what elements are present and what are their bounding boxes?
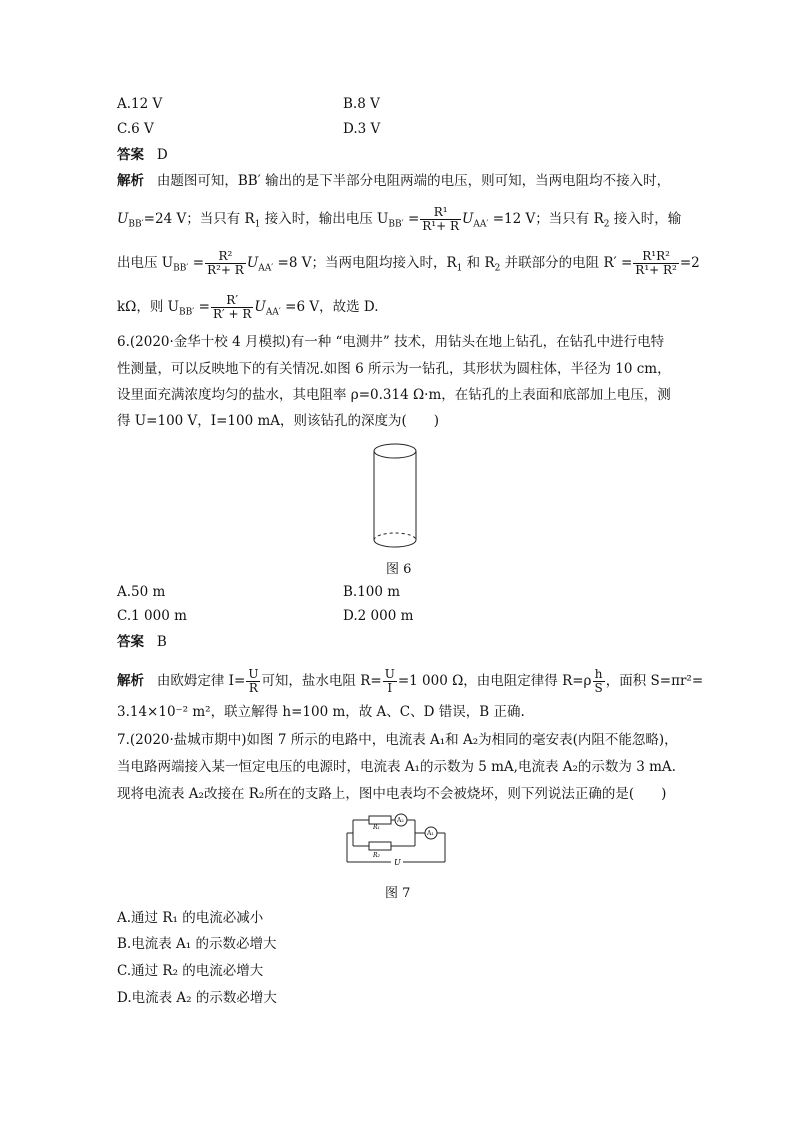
cylinder-top [374, 444, 416, 458]
q7-option-b: B.电流表 A₁ 的示数必增大 [117, 936, 277, 952]
numerator: U [248, 667, 259, 681]
resistor-r2 [369, 842, 391, 850]
sub: AA′ [258, 263, 274, 274]
q6-stem-2: 性测量，可以反映地下的有关情况.如图 6 所示为一钻孔，其形状为圆柱体，半径为 10 cm， [117, 361, 671, 377]
sub: AA′ [473, 219, 489, 230]
text: = [188, 255, 205, 271]
denominator: R¹+ R² [635, 263, 677, 277]
text: ，面积 S=πr²= [605, 673, 704, 689]
q5-answer [117, 145, 168, 165]
text: 可知，盐水电阻 R= [261, 673, 382, 689]
label-a2: A₂ [397, 817, 404, 824]
cylinder-figure [360, 440, 430, 552]
numerator: R² [205, 250, 246, 264]
text: =12 V；当只有 R [488, 211, 604, 227]
text: 接入时，输出电压 U [260, 211, 389, 227]
q6-stem-4: 得 U=100 V，I=100 mA，则该钻孔的深度为( ) [117, 413, 440, 429]
q6-option-a: A.50 m [117, 584, 166, 600]
q7-stem-1: 7.(2020·盐城市期中)如图 7 所示的电路中，电流表 A₁和 A₂为相同的毫安表(内阻不能忽略)， [117, 732, 678, 748]
numerator: h [593, 668, 605, 682]
q5-option-a: A.12 V [117, 96, 163, 112]
denominator: R′ + R [212, 307, 252, 321]
sub: BB′ [179, 307, 195, 318]
analysis-label: 解析 [117, 173, 144, 189]
text: 出电压 U [117, 255, 174, 271]
sub: BB′ [173, 263, 189, 274]
denominator: R [248, 681, 258, 695]
q5-option-c: C.6 V [117, 121, 154, 137]
fraction [246, 668, 260, 695]
label-r1: R₁ [373, 824, 380, 831]
answer-value: D [156, 147, 168, 163]
q6-analysis-line-1 [117, 668, 703, 695]
text: =8 V；当两电阻均接入时，R [273, 255, 457, 271]
q6-stem-3: 设里面充满浓度均匀的盐水，其电阻率 ρ=0.314 Ω·m，在钻孔的上表面和底部加上电压，测 [117, 387, 671, 403]
denominator: R¹+ R [422, 219, 460, 233]
q7-stem-3: 现将电流表 A₂改接在 R₂所在的支路上，图中电表均不会被烧坏，则下列说法正确的是( ) [117, 786, 667, 802]
text: 接入时，输 [609, 211, 682, 227]
label-a1: A₁ [427, 830, 434, 837]
text: 由欧姆定律 I= [156, 673, 246, 689]
label-r2: R₂ [373, 852, 380, 859]
sub: 2 [494, 263, 501, 274]
denominator: R²+ R [207, 263, 244, 277]
answer-label: 答案 [117, 147, 144, 163]
label-u: U [394, 858, 401, 867]
q5-option-b: B.8 V [343, 96, 380, 112]
text: =6 V，故选 D. [280, 299, 379, 315]
sub: 2 [603, 219, 610, 230]
numerator: R¹ [420, 206, 461, 220]
q7-option-d: D.电流表 A₂ 的示数必增大 [117, 990, 277, 1006]
q5-analysis-line-1 [117, 171, 670, 191]
circuit-figure [343, 810, 453, 872]
var-u: U [117, 211, 129, 227]
q5-analysis-line-2 [117, 206, 681, 235]
text: =24 V；当只有 R [143, 211, 255, 227]
resistor-r1 [369, 816, 391, 824]
analysis-text: 由题图可知，BB′ 输出的是下半部分电阻两端的电压，则可知，当两电阻均不接入时， [156, 173, 671, 189]
text: =2 [679, 255, 700, 271]
text: = [194, 299, 210, 315]
fraction [211, 294, 253, 321]
denominator: S [594, 681, 603, 695]
sub: AA′ [265, 307, 281, 318]
q6-option-b: B.100 m [343, 584, 401, 600]
var-u: U [462, 211, 474, 227]
sub: 1 [254, 219, 261, 230]
q5-option-d: D.3 V [343, 121, 381, 137]
fraction [633, 250, 679, 277]
numerator: R¹R² [633, 250, 679, 264]
fraction [593, 668, 605, 695]
text: 并联部分的电阻 R′ = [500, 255, 633, 271]
var-u: U [246, 255, 259, 271]
fraction [420, 206, 461, 233]
numerator: R′ [211, 294, 253, 308]
var-u: U [254, 299, 266, 315]
fraction [205, 250, 246, 277]
q5-analysis-line-3 [117, 250, 700, 279]
q6-option-c: C.1 000 m [117, 608, 187, 624]
text: kΩ，则 U [117, 299, 180, 315]
q6-answer [117, 632, 167, 652]
q7-stem-2: 当电路两端接入某一恒定电压的电源时，电流表 A₁的示数为 5 mA,电流表 A₂的示数为 3 mA. [117, 759, 676, 775]
q7-option-c: C.通过 R₂ 的电流必增大 [117, 963, 264, 979]
text: = [403, 211, 420, 227]
numerator: U [384, 667, 395, 681]
sub: 1 [456, 263, 463, 274]
answer-value: B [156, 634, 167, 650]
q6-analysis-line-2: 3.14×10⁻² m²，联立解得 h=100 m，故 A、C、D 错误，B 正确. [117, 704, 525, 720]
cylinder-bottom-back [374, 533, 416, 540]
text: =1 000 Ω，由电阻定律得 R=ρ [397, 673, 592, 689]
figure-6-caption: 图 6 [386, 562, 412, 577]
sub: BB′ [128, 219, 144, 230]
cylinder-bottom-front [374, 540, 416, 547]
denominator: I [387, 681, 393, 695]
fraction [383, 668, 397, 695]
text: 和 R [462, 255, 495, 271]
analysis-label: 解析 [117, 673, 144, 689]
figure-7-caption: 图 7 [385, 886, 411, 901]
q5-analysis-line-4 [117, 294, 379, 323]
q6-stem-1: 6.(2020·金华十校 4 月模拟)有一种 “电测井” 技术，用钻头在地上钻孔，在钻孔中进行电特 [117, 334, 665, 350]
answer-label: 答案 [117, 634, 144, 650]
sub: BB′ [388, 219, 404, 230]
q7-option-a: A.通过 R₁ 的电流必减小 [117, 910, 264, 926]
q6-option-d: D.2 000 m [343, 608, 414, 624]
